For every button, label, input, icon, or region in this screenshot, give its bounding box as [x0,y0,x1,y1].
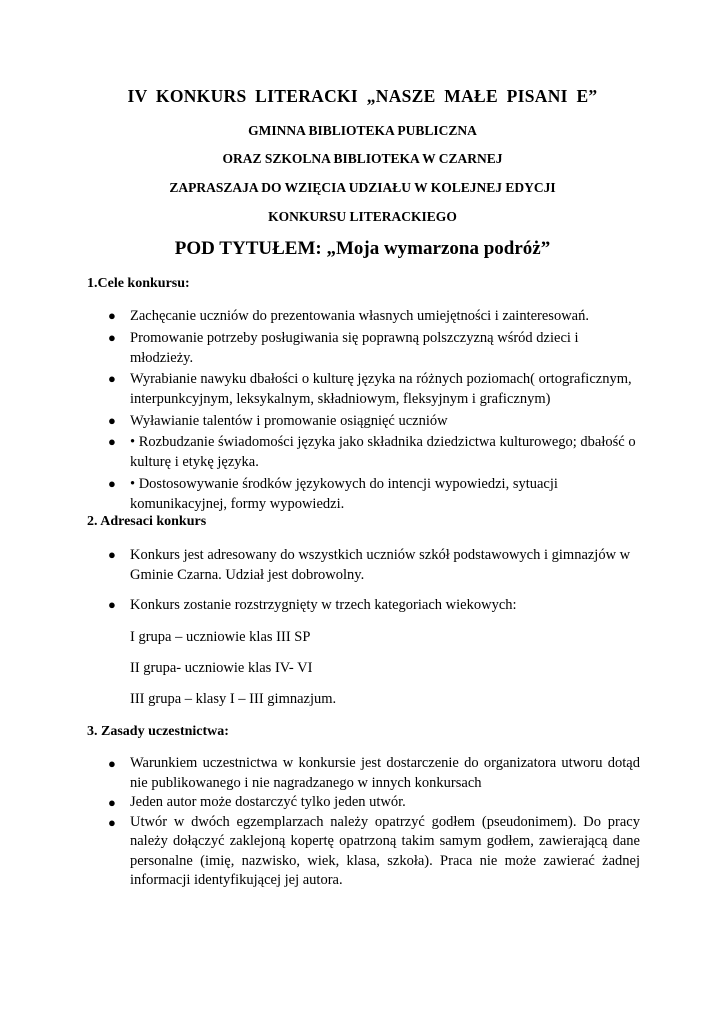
list-item [0,595,640,615]
list-item-text: Wyrabianie nawyku dbałości o kulturę języka na różnych poziomach( ortograficznym, interpunkcyjnym, leksykalnym, składniowym, fleksyjnym i graficznym) [130,371,632,407]
age-group-3: III grupa – klasy I – III gimnazjum. [130,691,337,707]
invitation-line: ZAPRASZAJA DO WZIĘCIA UDZIAŁU W KOLEJNEJ EDYCJI [169,180,556,195]
bullet-icon: ● [108,475,116,491]
bullet-icon: ● [108,308,116,323]
age-group-2: II grupa- uczniowie klas IV- VI [130,660,313,676]
bullet-icon: ● [108,412,116,428]
section-goals-heading: 1.Cele konkursu: [87,276,190,291]
bullet-icon: ● [108,371,116,386]
contest-name-line: KONKURSU LITERACKIEGO [268,209,457,224]
list-item-text: • Dostosowywanie środków językowych do intencji wypowiedzi, sytuacji komunikacyjnej, formy wypowiedzi. [130,475,558,512]
bullet-icon: ● [108,434,116,449]
list-item-text: Warunkiem uczestnictwa w konkursie jest dostarczenie do organizatora utworu dotąd nie publikowanego i nie nagradzanego w innych konkursach [130,755,640,791]
list-item [0,432,640,472]
list-item-text: Konkurs zostanie rozstrzygnięty w trzech kategoriach wiekowych: [130,597,517,613]
bullet-icon: ● [108,547,116,562]
list-item-text: Konkurs jest adresowany do wszystkich uczniów szkół podstawowych i gimnazjów w Gminie Czarna. Udział jest dobrowolny. [130,547,631,583]
list-item [0,369,640,409]
list-item [0,545,640,585]
contest-subtitle: POD TYTUŁEM: „Moja wymarzona podróż” [174,238,551,259]
goals-list [0,306,640,515]
bullet-icon: ● [108,597,116,612]
bullet-icon: ● [108,814,116,830]
list-item [0,306,640,326]
list-item [0,474,640,514]
age-group-1: I grupa – uczniowie klas III SP [130,629,311,645]
list-item-text: Jeden autor może dostarczyć tylko jeden utwór. [130,794,406,810]
addressees-list [0,545,640,625]
rules-list [0,754,640,891]
list-item [0,813,640,891]
list-item [0,793,640,813]
list-item-text: Promowanie potrzeby posługiwania się poprawną polszczyzną wśród dzieci i młodzieży. [130,329,579,366]
bullet-icon: ● [108,756,116,771]
list-item [0,411,640,431]
main-title: IV KONKURS LITERACKI „NASZE MAŁE PISANI E” [127,86,598,106]
section-rules-heading: 3. Zasady uczestnictwa: [87,724,229,739]
bullet-icon: ● [108,795,116,810]
list-item-text: Utwór w dwóch egzemplarzach należy opatrzyć godłem (pseudonimem). Do pracy należy dołączyć zaklejoną kopertę opatrzoną takim samym godłem, zawierającą dane personalne (imię, nazwisko, wiek, klasa, szkoła). Praca nie może zawierać żadnej informacji identyfikującej jej autora. [130,813,640,888]
organizer-line-1: GMINNA BIBLIOTEKA PUBLICZNA [248,123,477,138]
section-addressees-heading: 2. Adresaci konkurs [87,514,207,529]
list-item-text: Wyławianie talentów i promowanie osiągnięć uczniów [130,412,448,429]
list-item [0,328,640,368]
organizer-line-2: ORAZ SZKOLNA BIBLIOTEKA W CZARNEJ [222,151,503,166]
list-item [0,754,640,793]
bullet-icon: ● [108,329,116,345]
list-item-text: • Rozbudzanie świadomości języka jako składnika dziedzictwa kulturowego; dbałość o kulturę i etykę języka. [130,434,636,470]
list-item-text: Zachęcanie uczniów do prezentowania własnych umiejętności i zainteresowań. [130,308,589,324]
